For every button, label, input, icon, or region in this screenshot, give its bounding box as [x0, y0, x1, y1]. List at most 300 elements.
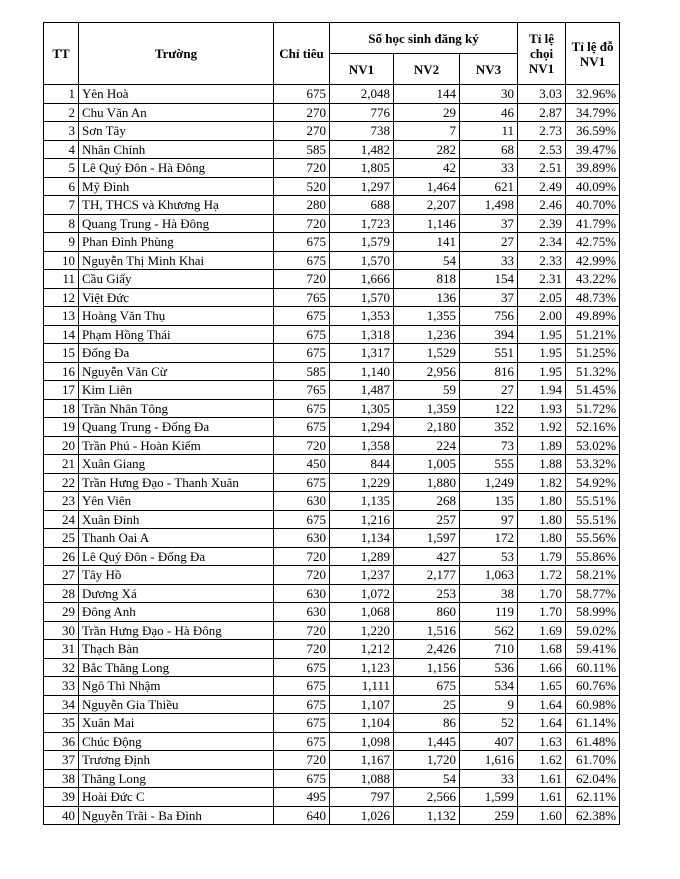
cell-nv3: 352 — [460, 418, 518, 437]
cell-truong: Thạch Bàn — [79, 640, 274, 659]
cell-ti-le-choi: 2.05 — [518, 288, 566, 307]
cell-truong: Nguyễn Thị Minh Khai — [79, 251, 274, 270]
cell-nv1: 1,318 — [330, 325, 394, 344]
header-nv3: NV3 — [460, 54, 518, 85]
cell-truong: Việt Đức — [79, 288, 274, 307]
cell-nv1: 1,805 — [330, 159, 394, 178]
cell-ti-le-do: 40.70% — [566, 196, 620, 215]
cell-ti-le-do: 61.48% — [566, 732, 620, 751]
cell-chi-tieu: 675 — [274, 307, 330, 326]
table-row — [44, 788, 620, 807]
cell-truong: Nguyễn Văn Cừ — [79, 362, 274, 381]
cell-ti-le-choi: 1.70 — [518, 584, 566, 603]
cell-ti-le-do: 52.16% — [566, 418, 620, 437]
cell-nv1: 1,317 — [330, 344, 394, 363]
cell-tt: 11 — [44, 270, 79, 289]
cell-chi-tieu: 720 — [274, 214, 330, 233]
cell-nv2: 1,880 — [394, 473, 460, 492]
cell-nv1: 1,579 — [330, 233, 394, 252]
cell-nv2: 282 — [394, 140, 460, 159]
cell-nv2: 427 — [394, 547, 460, 566]
cell-tt: 14 — [44, 325, 79, 344]
cell-truong: Cầu Giấy — [79, 270, 274, 289]
cell-truong: Lê Quý Đôn - Đống Đa — [79, 547, 274, 566]
cell-tt: 24 — [44, 510, 79, 529]
cell-nv3: 97 — [460, 510, 518, 529]
cell-nv2: 2,566 — [394, 788, 460, 807]
cell-truong: Thăng Long — [79, 769, 274, 788]
table-row — [44, 492, 620, 511]
cell-chi-tieu: 630 — [274, 584, 330, 603]
cell-nv2: 2,177 — [394, 566, 460, 585]
table-row — [44, 122, 620, 141]
cell-truong: Đống Đa — [79, 344, 274, 363]
cell-nv3: 1,063 — [460, 566, 518, 585]
cell-chi-tieu: 720 — [274, 159, 330, 178]
cell-ti-le-choi: 2.49 — [518, 177, 566, 196]
cell-truong: Tây Hồ — [79, 566, 274, 585]
cell-nv2: 7 — [394, 122, 460, 141]
cell-nv3: 551 — [460, 344, 518, 363]
cell-ti-le-do: 55.56% — [566, 529, 620, 548]
cell-tt: 6 — [44, 177, 79, 196]
cell-chi-tieu: 675 — [274, 714, 330, 733]
cell-nv2: 1,132 — [394, 806, 460, 825]
table-row — [44, 436, 620, 455]
cell-nv3: 555 — [460, 455, 518, 474]
cell-chi-tieu: 270 — [274, 103, 330, 122]
header-nv2: NV2 — [394, 54, 460, 85]
cell-nv2: 1,720 — [394, 751, 460, 770]
table-row — [44, 307, 620, 326]
cell-ti-le-do: 53.32% — [566, 455, 620, 474]
cell-truong: Hoàng Văn Thụ — [79, 307, 274, 326]
cell-nv2: 136 — [394, 288, 460, 307]
cell-ti-le-choi: 1.95 — [518, 344, 566, 363]
table-row — [44, 621, 620, 640]
cell-nv3: 37 — [460, 288, 518, 307]
cell-truong: Trần Hưng Đạo - Hà Đông — [79, 621, 274, 640]
cell-chi-tieu: 520 — [274, 177, 330, 196]
cell-ti-le-choi: 2.53 — [518, 140, 566, 159]
cell-nv1: 1,570 — [330, 288, 394, 307]
cell-chi-tieu: 270 — [274, 122, 330, 141]
cell-nv3: 534 — [460, 677, 518, 696]
cell-ti-le-choi: 2.39 — [518, 214, 566, 233]
cell-nv3: 46 — [460, 103, 518, 122]
cell-nv3: 122 — [460, 399, 518, 418]
cell-truong: Phạm Hồng Thái — [79, 325, 274, 344]
cell-nv1: 1,294 — [330, 418, 394, 437]
cell-nv3: 27 — [460, 233, 518, 252]
table-row — [44, 362, 620, 381]
cell-nv3: 172 — [460, 529, 518, 548]
table-row — [44, 658, 620, 677]
cell-ti-le-do: 36.59% — [566, 122, 620, 141]
cell-ti-le-choi: 1.95 — [518, 325, 566, 344]
cell-ti-le-do: 51.45% — [566, 381, 620, 400]
cell-nv1: 688 — [330, 196, 394, 215]
cell-nv3: 119 — [460, 603, 518, 622]
cell-nv3: 710 — [460, 640, 518, 659]
cell-nv2: 86 — [394, 714, 460, 733]
cell-tt: 2 — [44, 103, 79, 122]
cell-chi-tieu: 630 — [274, 492, 330, 511]
cell-chi-tieu: 675 — [274, 418, 330, 437]
cell-truong: Trương Định — [79, 751, 274, 770]
cell-ti-le-choi: 3.03 — [518, 85, 566, 104]
cell-ti-le-choi: 1.62 — [518, 751, 566, 770]
cell-nv1: 1,107 — [330, 695, 394, 714]
cell-nv1: 1,135 — [330, 492, 394, 511]
cell-ti-le-do: 59.02% — [566, 621, 620, 640]
cell-tt: 17 — [44, 381, 79, 400]
table-row — [44, 603, 620, 622]
cell-nv1: 1,068 — [330, 603, 394, 622]
table-row — [44, 584, 620, 603]
cell-nv1: 1,297 — [330, 177, 394, 196]
cell-truong: Trần Phú - Hoàn Kiếm — [79, 436, 274, 455]
cell-nv2: 42 — [394, 159, 460, 178]
cell-tt: 27 — [44, 566, 79, 585]
cell-truong: Kim Liên — [79, 381, 274, 400]
cell-nv1: 1,072 — [330, 584, 394, 603]
cell-chi-tieu: 675 — [274, 399, 330, 418]
cell-ti-le-choi: 1.92 — [518, 418, 566, 437]
cell-tt: 5 — [44, 159, 79, 178]
cell-tt: 4 — [44, 140, 79, 159]
cell-nv2: 1,146 — [394, 214, 460, 233]
cell-ti-le-choi: 2.87 — [518, 103, 566, 122]
cell-tt: 15 — [44, 344, 79, 363]
cell-nv2: 1,516 — [394, 621, 460, 640]
header-ti-le-choi: Tỉ lệ chọi NV1 — [518, 23, 566, 85]
cell-ti-le-do: 48.73% — [566, 288, 620, 307]
cell-nv1: 1,229 — [330, 473, 394, 492]
cell-nv3: 1,498 — [460, 196, 518, 215]
cell-truong: Yên Hoà — [79, 85, 274, 104]
cell-nv2: 54 — [394, 251, 460, 270]
table-row — [44, 177, 620, 196]
cell-nv2: 1,464 — [394, 177, 460, 196]
header-so-hoc-sinh: Số học sinh đăng ký — [330, 23, 518, 54]
cell-nv1: 1,570 — [330, 251, 394, 270]
cell-ti-le-do: 51.21% — [566, 325, 620, 344]
cell-ti-le-do: 51.25% — [566, 344, 620, 363]
table-row — [44, 214, 620, 233]
cell-chi-tieu: 280 — [274, 196, 330, 215]
cell-nv2: 253 — [394, 584, 460, 603]
cell-nv1: 1,098 — [330, 732, 394, 751]
cell-ti-le-do: 61.70% — [566, 751, 620, 770]
cell-nv3: 407 — [460, 732, 518, 751]
cell-chi-tieu: 720 — [274, 621, 330, 640]
cell-tt: 29 — [44, 603, 79, 622]
cell-tt: 37 — [44, 751, 79, 770]
cell-chi-tieu: 675 — [274, 473, 330, 492]
table-row — [44, 251, 620, 270]
cell-nv2: 141 — [394, 233, 460, 252]
table-row — [44, 529, 620, 548]
table-row — [44, 233, 620, 252]
cell-nv2: 2,207 — [394, 196, 460, 215]
cell-tt: 21 — [44, 455, 79, 474]
cell-truong: Ngô Thì Nhậm — [79, 677, 274, 696]
cell-nv3: 536 — [460, 658, 518, 677]
cell-ti-le-choi: 1.94 — [518, 381, 566, 400]
cell-nv2: 144 — [394, 85, 460, 104]
cell-nv2: 1,236 — [394, 325, 460, 344]
cell-nv2: 257 — [394, 510, 460, 529]
cell-nv3: 37 — [460, 214, 518, 233]
cell-tt: 35 — [44, 714, 79, 733]
cell-nv3: 33 — [460, 159, 518, 178]
cell-chi-tieu: 675 — [274, 658, 330, 677]
cell-nv1: 1,212 — [330, 640, 394, 659]
cell-nv1: 738 — [330, 122, 394, 141]
cell-ti-le-choi: 1.65 — [518, 677, 566, 696]
header-nv1: NV1 — [330, 54, 394, 85]
cell-ti-le-choi: 1.80 — [518, 529, 566, 548]
table-row — [44, 566, 620, 585]
table-row — [44, 677, 620, 696]
cell-nv1: 1,289 — [330, 547, 394, 566]
cell-ti-le-do: 32.96% — [566, 85, 620, 104]
cell-chi-tieu: 675 — [274, 251, 330, 270]
cell-ti-le-choi: 1.64 — [518, 714, 566, 733]
cell-nv3: 1,249 — [460, 473, 518, 492]
cell-tt: 33 — [44, 677, 79, 696]
cell-nv1: 1,134 — [330, 529, 394, 548]
cell-truong: Chúc Động — [79, 732, 274, 751]
cell-nv2: 1,529 — [394, 344, 460, 363]
table-row — [44, 288, 620, 307]
cell-nv1: 1,123 — [330, 658, 394, 677]
cell-chi-tieu: 585 — [274, 140, 330, 159]
cell-chi-tieu: 720 — [274, 436, 330, 455]
cell-nv2: 818 — [394, 270, 460, 289]
cell-chi-tieu: 765 — [274, 381, 330, 400]
cell-truong: Hoài Đức C — [79, 788, 274, 807]
cell-truong: Chu Văn An — [79, 103, 274, 122]
cell-truong: Trần Hưng Đạo - Thanh Xuân — [79, 473, 274, 492]
cell-nv2: 675 — [394, 677, 460, 696]
cell-tt: 7 — [44, 196, 79, 215]
cell-nv3: 621 — [460, 177, 518, 196]
table-row — [44, 344, 620, 363]
cell-ti-le-do: 62.04% — [566, 769, 620, 788]
cell-tt: 39 — [44, 788, 79, 807]
cell-ti-le-choi: 2.00 — [518, 307, 566, 326]
cell-chi-tieu: 675 — [274, 677, 330, 696]
cell-tt: 23 — [44, 492, 79, 511]
table-row — [44, 196, 620, 215]
cell-chi-tieu: 675 — [274, 325, 330, 344]
cell-truong: Nhân Chính — [79, 140, 274, 159]
cell-ti-le-choi: 1.69 — [518, 621, 566, 640]
cell-truong: Bắc Thăng Long — [79, 658, 274, 677]
cell-tt: 25 — [44, 529, 79, 548]
cell-truong: Xuân Đỉnh — [79, 510, 274, 529]
cell-ti-le-choi: 1.82 — [518, 473, 566, 492]
cell-nv1: 1,305 — [330, 399, 394, 418]
table-body — [44, 85, 620, 825]
cell-nv2: 1,355 — [394, 307, 460, 326]
cell-ti-le-do: 49.89% — [566, 307, 620, 326]
cell-nv1: 1,353 — [330, 307, 394, 326]
cell-chi-tieu: 675 — [274, 510, 330, 529]
table-row — [44, 270, 620, 289]
cell-ti-le-do: 60.76% — [566, 677, 620, 696]
cell-truong: Thanh Oai A — [79, 529, 274, 548]
cell-ti-le-choi: 1.64 — [518, 695, 566, 714]
cell-ti-le-choi: 2.31 — [518, 270, 566, 289]
table-row — [44, 455, 620, 474]
table-row — [44, 399, 620, 418]
header-tt: TT — [44, 23, 79, 85]
cell-chi-tieu: 640 — [274, 806, 330, 825]
cell-nv1: 1,216 — [330, 510, 394, 529]
cell-ti-le-do: 53.02% — [566, 436, 620, 455]
cell-ti-le-choi: 1.93 — [518, 399, 566, 418]
cell-chi-tieu: 720 — [274, 547, 330, 566]
cell-ti-le-choi: 2.33 — [518, 251, 566, 270]
cell-truong: Quang Trung - Đống Đa — [79, 418, 274, 437]
cell-chi-tieu: 720 — [274, 640, 330, 659]
cell-truong: Xuân Mai — [79, 714, 274, 733]
cell-truong: Quang Trung - Hà Đông — [79, 214, 274, 233]
cell-nv3: 756 — [460, 307, 518, 326]
cell-chi-tieu: 720 — [274, 566, 330, 585]
cell-nv3: 52 — [460, 714, 518, 733]
cell-ti-le-choi: 1.70 — [518, 603, 566, 622]
cell-tt: 36 — [44, 732, 79, 751]
cell-chi-tieu: 720 — [274, 751, 330, 770]
table-row — [44, 159, 620, 178]
cell-chi-tieu: 720 — [274, 270, 330, 289]
cell-chi-tieu: 585 — [274, 362, 330, 381]
cell-tt: 38 — [44, 769, 79, 788]
table-row — [44, 806, 620, 825]
cell-chi-tieu: 675 — [274, 695, 330, 714]
cell-nv2: 2,180 — [394, 418, 460, 437]
cell-chi-tieu: 495 — [274, 788, 330, 807]
cell-nv3: 135 — [460, 492, 518, 511]
admission-table-container — [43, 22, 620, 825]
cell-nv1: 844 — [330, 455, 394, 474]
cell-nv3: 816 — [460, 362, 518, 381]
table-row — [44, 140, 620, 159]
cell-nv3: 11 — [460, 122, 518, 141]
cell-chi-tieu: 450 — [274, 455, 330, 474]
cell-tt: 40 — [44, 806, 79, 825]
cell-truong: Yên Viên — [79, 492, 274, 511]
cell-ti-le-do: 61.14% — [566, 714, 620, 733]
cell-ti-le-do: 60.11% — [566, 658, 620, 677]
cell-chi-tieu: 675 — [274, 233, 330, 252]
cell-nv1: 1,220 — [330, 621, 394, 640]
cell-ti-le-do: 51.72% — [566, 399, 620, 418]
cell-nv1: 1,111 — [330, 677, 394, 696]
cell-tt: 8 — [44, 214, 79, 233]
cell-nv3: 68 — [460, 140, 518, 159]
cell-chi-tieu: 630 — [274, 529, 330, 548]
cell-nv1: 1,088 — [330, 769, 394, 788]
cell-nv3: 30 — [460, 85, 518, 104]
cell-nv2: 2,956 — [394, 362, 460, 381]
cell-nv1: 1,666 — [330, 270, 394, 289]
cell-truong: Nguyễn Trãi - Ba Đình — [79, 806, 274, 825]
table-row — [44, 103, 620, 122]
table-row — [44, 751, 620, 770]
cell-nv1: 776 — [330, 103, 394, 122]
cell-ti-le-choi: 1.63 — [518, 732, 566, 751]
cell-nv3: 1,616 — [460, 751, 518, 770]
cell-truong: TH, THCS và Khương Hạ — [79, 196, 274, 215]
cell-nv2: 1,359 — [394, 399, 460, 418]
cell-ti-le-do: 39.47% — [566, 140, 620, 159]
cell-tt: 30 — [44, 621, 79, 640]
cell-nv2: 1,156 — [394, 658, 460, 677]
cell-nv3: 9 — [460, 695, 518, 714]
cell-nv1: 1,358 — [330, 436, 394, 455]
cell-tt: 22 — [44, 473, 79, 492]
cell-ti-le-choi: 1.68 — [518, 640, 566, 659]
cell-ti-le-do: 34.79% — [566, 103, 620, 122]
cell-ti-le-choi: 1.88 — [518, 455, 566, 474]
table-row — [44, 85, 620, 104]
table-row — [44, 547, 620, 566]
cell-truong: Lê Quý Đôn - Hà Đông — [79, 159, 274, 178]
cell-nv3: 259 — [460, 806, 518, 825]
cell-nv2: 29 — [394, 103, 460, 122]
table-row — [44, 640, 620, 659]
cell-truong: Nguyễn Gia Thiều — [79, 695, 274, 714]
cell-nv2: 1,005 — [394, 455, 460, 474]
cell-ti-le-do: 58.77% — [566, 584, 620, 603]
cell-truong: Trần Nhân Tông — [79, 399, 274, 418]
cell-ti-le-do: 62.11% — [566, 788, 620, 807]
cell-truong: Xuân Giang — [79, 455, 274, 474]
cell-chi-tieu: 675 — [274, 769, 330, 788]
cell-tt: 9 — [44, 233, 79, 252]
cell-nv1: 1,104 — [330, 714, 394, 733]
table-row — [44, 714, 620, 733]
cell-tt: 32 — [44, 658, 79, 677]
cell-nv3: 33 — [460, 769, 518, 788]
header-chi-tieu: Chỉ tiêu — [274, 23, 330, 85]
table-row — [44, 381, 620, 400]
cell-tt: 20 — [44, 436, 79, 455]
cell-ti-le-do: 42.99% — [566, 251, 620, 270]
cell-nv1: 2,048 — [330, 85, 394, 104]
cell-nv2: 1,597 — [394, 529, 460, 548]
cell-ti-le-choi: 2.34 — [518, 233, 566, 252]
cell-truong: Đông Anh — [79, 603, 274, 622]
cell-ti-le-do: 54.92% — [566, 473, 620, 492]
cell-nv2: 2,426 — [394, 640, 460, 659]
table-row — [44, 769, 620, 788]
cell-nv3: 1,599 — [460, 788, 518, 807]
cell-nv2: 54 — [394, 769, 460, 788]
cell-nv3: 27 — [460, 381, 518, 400]
cell-nv3: 394 — [460, 325, 518, 344]
table-row — [44, 510, 620, 529]
cell-ti-le-do: 58.99% — [566, 603, 620, 622]
cell-tt: 16 — [44, 362, 79, 381]
cell-nv3: 154 — [460, 270, 518, 289]
cell-ti-le-choi: 1.80 — [518, 492, 566, 511]
